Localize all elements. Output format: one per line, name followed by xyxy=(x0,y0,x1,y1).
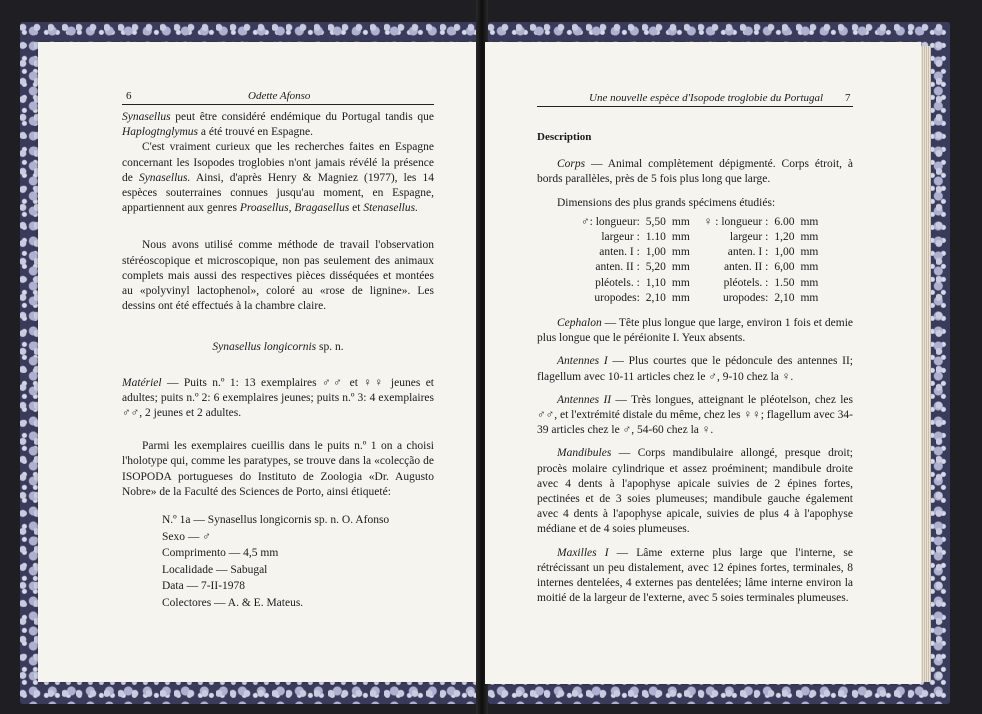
running-head-left: Odette Afonso xyxy=(248,90,311,102)
dim-unit: mm xyxy=(800,231,819,244)
dim-value: 2,10 xyxy=(774,291,795,304)
label-line: Comprimento — 4,5 mm xyxy=(162,547,279,560)
antennes-i-paragraph: Antennes I — Plus courtes que le pédoncule des antennes II; flagellum avec 10-11 articles chez le ♂, 9-10 chez la ♀. xyxy=(537,355,854,383)
antennes-ii-paragraph: Antennes II — Très longues, atteignant le pléotelson, chez les ♂♂, et l'extrémité distale du même, chez les ♀♀; flagellum avec 34-39 articles chez le ♂, 54-60 chez la ♀. xyxy=(537,393,853,437)
paragraph-1: Synasellus peut être considéré endémique du Portugal tandis que Haplogtnglymus a été trouvé en Espagne. xyxy=(122,111,434,139)
label-line: Sexo — ♂ xyxy=(162,530,211,543)
dim-label: anten. II : xyxy=(595,261,640,274)
dim-value: 6,00 xyxy=(774,261,795,274)
dim-label: ♂: longueur: xyxy=(581,215,640,228)
dim-label: uropodes: xyxy=(722,291,769,304)
dim-value: 2,10 xyxy=(645,291,666,304)
dimensions-title: Dimensions des plus grands spécimens étudiés: xyxy=(557,196,776,209)
male-dimensions xyxy=(581,215,690,306)
paragraph-3: Nous avons utilisé comme méthode de travail l'observation stéréoscopique et microscopique, non pas seulement des animaux complets mais aussi des respectives pièces disséquées et montées au «polyvinyl lactophenol», coloré au «rose de lignine». Les dessins ont été effectués à la chambre claire. xyxy=(122,239,434,313)
label-line: Localidade — Sabugal xyxy=(162,563,268,576)
dimensions-table xyxy=(581,215,853,306)
dim-value: 6.00 xyxy=(774,215,795,228)
label-line: Data — 7-II-1978 xyxy=(162,580,246,593)
right-page xyxy=(485,42,921,684)
materiel-paragraph: Matériel — Puits n.º 1: 13 exemplaires ♂♂ et ♀♀ jeunes et adultes; puits n.º 2: 6 exemplaires jeunes; puits n.º 3: 4 exemplaires ♂♂, 2 jeunes et 2 adultes. xyxy=(122,376,434,420)
specimen-label-block xyxy=(162,512,434,611)
dim-unit: mm xyxy=(800,261,819,274)
dim-value: 1,10 xyxy=(645,276,666,289)
dim-unit: mm xyxy=(800,276,819,289)
dim-value: 1,20 xyxy=(774,231,795,244)
mandibules-paragraph: Mandibules — Corps mandibulaire allongé, presque droit; procès molaire cylindrique et assez proéminent; mandibule droite avec 4 dents à l'apophyse apicale suivies de 2 épines fortes, pectinées et de 3 soies plumeuses; mandibule gauche également avec 4 dents à l'apophyse apicale, suivies de plus 4 à l'apophyse médiane et de 4 soies plumeuses. xyxy=(537,447,853,536)
dim-label: anten. I : xyxy=(727,246,769,259)
dim-label: largeur : xyxy=(601,231,640,244)
dim-label: pléotels. : xyxy=(595,276,640,289)
dim-value: 1,00 xyxy=(645,246,666,259)
dim-label: pléotels. : xyxy=(723,276,769,289)
right-page-body xyxy=(537,130,853,606)
dim-unit: mm xyxy=(671,246,690,259)
dim-label: anten. I : xyxy=(599,246,640,259)
section-title: Description xyxy=(537,131,592,143)
dim-label: largeur : xyxy=(729,231,769,244)
dim-unit: mm xyxy=(671,276,690,289)
maxilles-paragraph: Maxilles I — Lâme externe plus large que l'interne, se rétrécissant un peu distalement, avec 12 épines fortes, terminales, 8 internes dentelées, 4 externes pas dentelées; lâme interne environ la moitié de la largeur de l'externe, avec 5 soies terminales plumeuses. xyxy=(537,546,853,605)
dim-unit: mm xyxy=(671,291,690,304)
dim-value: 5,50 xyxy=(645,215,666,228)
paragraph-4: Parmi les exemplaires cueillis dans le puits n.º 1 on a choisi l'holotype qui, comme les paratypes, se trouve dans la «colecção de ISOPODA portugueses do Instituto de Zoologia «Dr. Augusto Nobre» de la Faculté des Sciences de Porto, ainsi étiqueté: xyxy=(122,440,434,498)
dim-unit: mm xyxy=(671,231,690,244)
label-line: N.º 1a — Synasellus longicornis sp. n. O. Afonso xyxy=(162,514,390,527)
dim-unit: mm xyxy=(800,291,819,304)
paragraph-2: C'est vraiment curieux que les recherches faites en Espagne concernant les Isopodes troglobies n'ont jamais révélé la présence de Synasellus. Ainsi, d'après Henry & Magniez (1977), les 14 espèces souterraines connues jusqu'au moment, en Espagne, appartiennent aux genres Proasellus, Bragasellus et Stenasellus. xyxy=(122,141,434,215)
page-number-left: 6 xyxy=(126,90,132,102)
header-rule-right xyxy=(537,106,853,107)
dim-value: 1,00 xyxy=(774,246,795,259)
dim-unit: mm xyxy=(671,261,690,274)
running-head-right: Une nouvelle espèce d'Isopode troglobie du Portugal xyxy=(589,92,824,104)
left-page-body xyxy=(122,110,434,611)
page-number-right: 7 xyxy=(845,92,851,104)
dim-unit: mm xyxy=(800,246,819,259)
header-rule-left xyxy=(122,104,434,105)
dim-label: uropodes: xyxy=(594,291,640,304)
dim-label: anten. II : xyxy=(723,261,769,274)
cephalon-paragraph: Cephalon — Tête plus longue que large, environ 1 fois et demie plus longue que le péréionite I. Yeux absents. xyxy=(537,317,853,345)
page-edges xyxy=(921,46,931,682)
dim-unit: mm xyxy=(671,215,690,228)
female-dimensions xyxy=(704,215,819,306)
dim-unit: mm xyxy=(800,215,819,228)
dim-value: 1.10 xyxy=(645,231,666,244)
dim-value: 5,20 xyxy=(645,261,666,274)
dim-label: ♀ : longueur : xyxy=(703,215,769,228)
left-page xyxy=(38,42,476,682)
corps-paragraph: Corps — Animal complètement dépigmenté. Corps étroit, à bords parallèles, près de 5 fois plus long que large. xyxy=(537,158,853,186)
label-line: Colectores — A. & E. Mateus. xyxy=(162,596,304,609)
species-heading: Synasellus longicornis sp. n. xyxy=(212,341,344,354)
dim-value: 1.50 xyxy=(774,276,795,289)
